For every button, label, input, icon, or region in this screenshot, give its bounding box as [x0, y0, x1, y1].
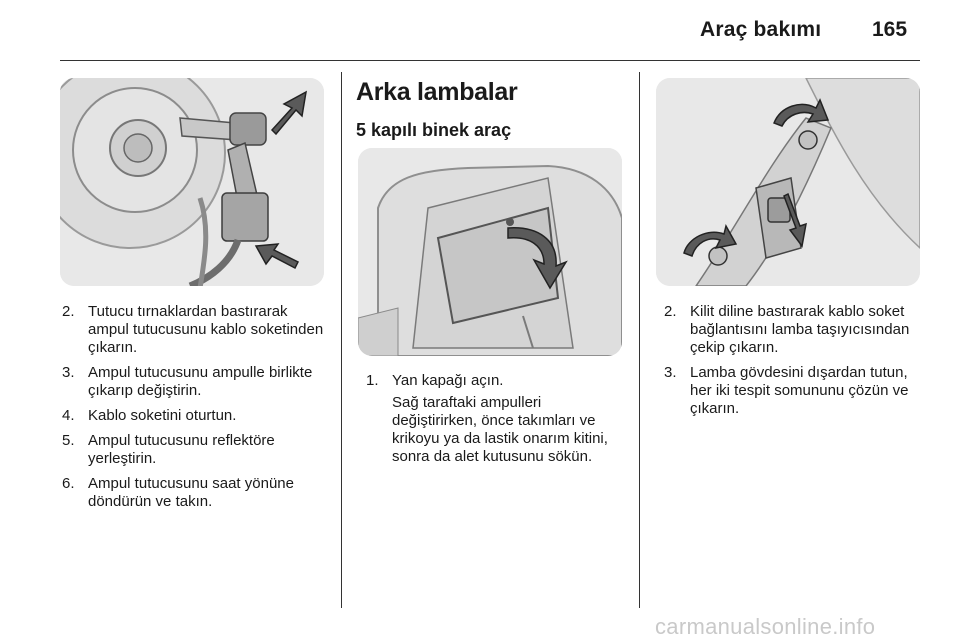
column-divider-right: [639, 72, 640, 608]
section-title: Arka lambalar: [356, 78, 518, 106]
list-item: [62, 475, 328, 511]
step-number: 2.: [62, 303, 75, 320]
step-text: Ampul tutucusunu ampulle birlikte çıkarıp değiştirin.: [88, 364, 313, 399]
watermark-text: carmanualsonline.info: [655, 614, 876, 639]
left-step-list: [62, 303, 328, 518]
list-item: [62, 432, 328, 468]
step-number: 3.: [62, 364, 75, 381]
step-number: 5.: [62, 432, 75, 449]
step-text: Tutucu tırnaklardan bastırarak ampul tutucusunu kablo soketinden çıkarın.: [88, 303, 324, 356]
step-text: Yan kapağı açın.: [392, 372, 504, 389]
trunk-side-cover-illustration: [358, 148, 622, 356]
list-item: [62, 303, 328, 357]
step-text: Ampul tutucusunu reflektöre yerleştirin.: [88, 432, 275, 467]
lamp-housing-illustration: [656, 78, 920, 286]
middle-step-list: [366, 372, 628, 473]
step-text: Lamba gövdesini dışardan tutun, her iki tespit somununu çözün ve çıkarın.: [690, 364, 909, 417]
column-divider-left: [341, 72, 342, 608]
step-text: Ampul tutucusunu saat yönüne döndürün ve takın.: [88, 475, 294, 510]
list-item: [62, 407, 328, 425]
header-divider: [60, 60, 920, 61]
step-number: 2.: [664, 303, 677, 320]
list-item: [664, 303, 926, 357]
step-number: 6.: [62, 475, 75, 492]
subsection-title: 5 kapılı binek araç: [356, 120, 512, 140]
step-text: Kablo soketini oturtun.: [88, 407, 237, 424]
right-step-list: [664, 303, 926, 425]
page-number: 165: [872, 18, 908, 41]
step-note: Sağ taraftaki ampulleri değiştirirken, önce takımları ve krikoyu ya da lastik onarım kitini, sonra da alet kutusunu sökün.: [392, 394, 608, 465]
step-number: 1.: [366, 372, 379, 389]
step-text: Kilit diline bastırarak kablo soket bağlantısını lamba taşıyıcısından çekip çıkarın.: [690, 303, 910, 356]
list-item: [366, 372, 628, 466]
step-number: 3.: [664, 364, 677, 381]
list-item: [664, 364, 926, 418]
list-item: [62, 364, 328, 400]
headlamp-bulb-illustration: [60, 78, 324, 286]
page-header-title: Araç bakımı: [700, 18, 822, 41]
step-number: 4.: [62, 407, 75, 424]
